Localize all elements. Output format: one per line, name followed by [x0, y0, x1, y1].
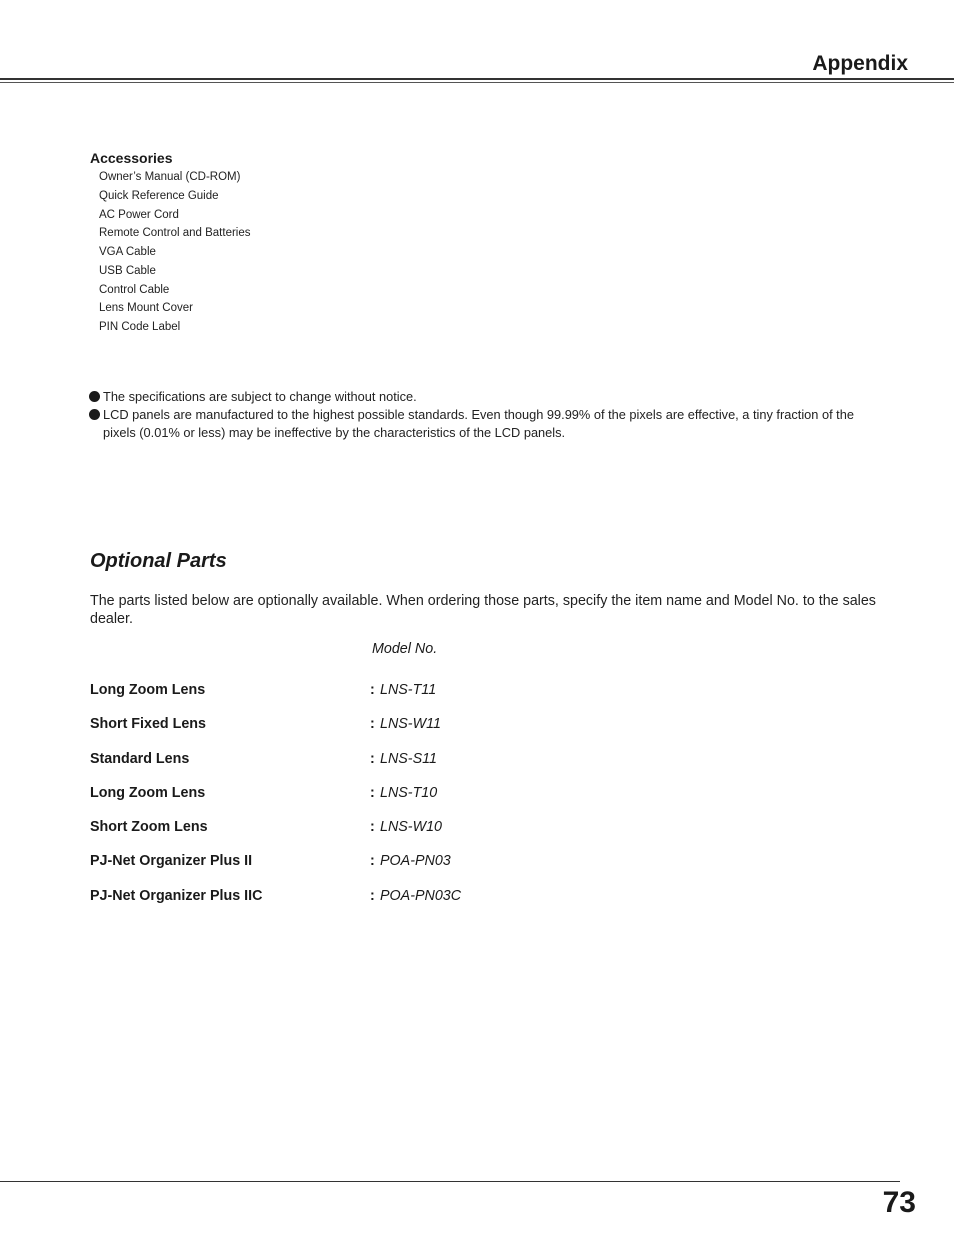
part-name: PJ-Net Organizer Plus II [90, 853, 253, 870]
note-item [89, 388, 859, 406]
table-row [90, 886, 690, 920]
list-item: PIN Code Label [99, 321, 181, 333]
footer-rule [0, 1181, 900, 1182]
table-row [90, 817, 690, 851]
list-item: Lens Mount Cover [99, 302, 193, 315]
separator: : [370, 750, 375, 767]
parts-table [90, 680, 690, 920]
separator: : [370, 784, 375, 801]
part-name: PJ-Net Organizer Plus IIC [90, 887, 263, 904]
separator: : [370, 887, 375, 904]
header-title: Appendix [812, 52, 908, 75]
model-number: POA-PN03 [380, 853, 451, 870]
table-row [90, 680, 690, 714]
list-item: USB Cable [99, 264, 156, 277]
list-item: Owner’s Manual (CD-ROM) [99, 171, 241, 183]
table-row [90, 749, 690, 783]
accessories-heading: Accessories [90, 150, 173, 166]
optional-parts-title: Optional Parts [90, 550, 227, 572]
part-name: Standard Lens [90, 750, 190, 767]
optional-parts-intro: The parts listed below are optionally available. When ordering those parts, specify the item name and Model No. to the sales dealer. [90, 593, 876, 627]
header-rule-secondary [0, 82, 954, 83]
part-name: Short Zoom Lens [90, 819, 208, 836]
model-number: LNS-T10 [380, 784, 438, 801]
part-name: Short Fixed Lens [90, 716, 206, 733]
part-name: Long Zoom Lens [90, 784, 206, 801]
separator: : [370, 716, 375, 733]
table-row [90, 851, 690, 885]
note-item [89, 406, 859, 442]
separator: : [370, 853, 375, 870]
page-number: 73 [882, 1186, 916, 1219]
list-item: AC Power Cord [99, 208, 179, 221]
note-text: The specifications are subject to change without notice. [103, 389, 417, 404]
model-number: LNS-T11 [380, 682, 437, 698]
model-number: LNS-W10 [380, 819, 442, 836]
notes [89, 388, 859, 442]
accessories-list [99, 170, 251, 339]
list-item: Control Cable [99, 283, 170, 296]
part-name: Long Zoom Lens [90, 682, 206, 698]
table-row [90, 783, 690, 817]
bullet-icon [89, 409, 100, 420]
model-number: LNS-S11 [380, 750, 437, 767]
header-rule [0, 78, 954, 80]
list-item: Quick Reference Guide [99, 189, 219, 202]
bullet-icon [89, 391, 100, 402]
model-number: LNS-W11 [380, 716, 441, 733]
list-item: Remote Control and Batteries [99, 227, 251, 240]
separator: : [370, 819, 375, 836]
table-row [90, 714, 690, 748]
separator: : [370, 682, 375, 698]
model-number: POA-PN03C [380, 887, 462, 904]
list-item: VGA Cable [99, 246, 156, 258]
model-no-header: Model No. [372, 641, 438, 657]
note-text: LCD panels are manufactured to the highest possible standards. Even though 99.99% of the pixels are effective, a tiny fraction of the pixels (0.01% or less) may be ineffective by the characteristics of the LCD panels. [103, 407, 854, 440]
